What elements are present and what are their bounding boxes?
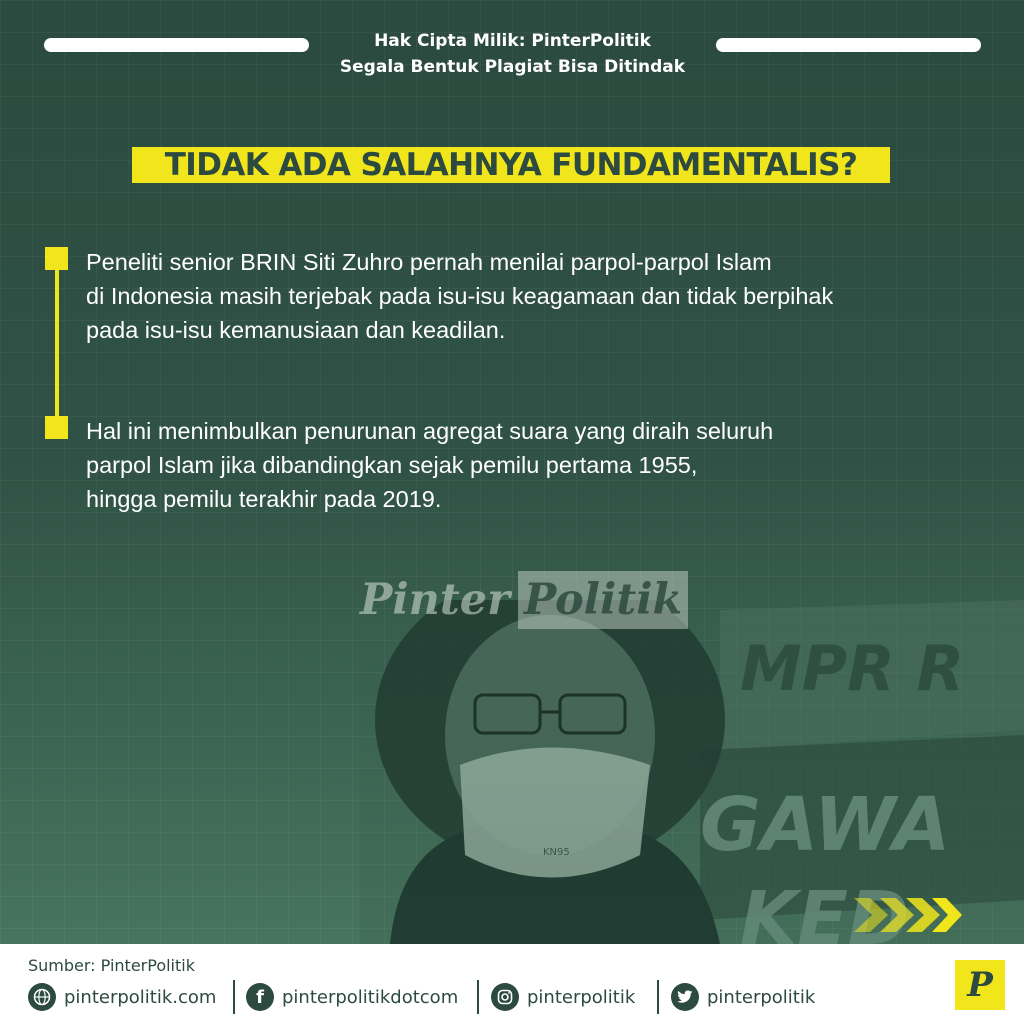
globe-icon (28, 983, 56, 1011)
point-2-line-2: parpol Islam jika dibandingkan sejak pemilu pertama 1955, (86, 452, 698, 478)
website-text: pinterpolitik.com (64, 986, 217, 1008)
footer-separator-2 (477, 980, 479, 1014)
point-2-line-1: Hal ini menimbulkan penurunan agregat suara yang diraih seluruh (86, 418, 774, 444)
copyright-line-2: Segala Bentuk Plagiat Bisa Ditindak (339, 57, 686, 77)
instagram-link[interactable] (491, 982, 635, 1012)
bullet-marker-2 (45, 416, 68, 439)
website-link[interactable] (28, 982, 216, 1012)
point-2-line-3: hingga pemilu terakhir pada 2019. (86, 486, 442, 512)
watermark-part-2: Politik (518, 571, 689, 629)
instagram-icon (491, 983, 519, 1011)
point-1-line-1: Peneliti senior BRIN Siti Zuhro pernah menilai parpol-parpol Islam (86, 249, 772, 275)
background-photo (360, 600, 1024, 944)
page-title: TIDAK ADA SALAHNYA FUNDAMENTALIS? (164, 147, 858, 183)
header-bar-left (44, 38, 309, 52)
watermark-part-1: Pinter (360, 575, 510, 625)
chevron-arrows-icon (852, 896, 964, 934)
footer-separator-3 (657, 980, 659, 1014)
point-2-text (86, 414, 986, 516)
source-label: Sumber: PinterPolitik (28, 956, 195, 975)
footer-separator-1 (233, 980, 235, 1014)
timeline-line (55, 255, 59, 430)
twitter-link[interactable] (671, 982, 815, 1012)
twitter-icon (671, 983, 699, 1011)
pinterpolitik-watermark (360, 571, 688, 629)
facebook-icon: f (246, 983, 274, 1011)
logo-letter: P (967, 965, 993, 1005)
instagram-text: pinterpolitik (527, 986, 636, 1008)
facebook-text: pinterpolitikdotcom (282, 986, 459, 1008)
point-1-text (86, 245, 986, 347)
copyright-line-1: Hak Cipta Milik: PinterPolitik (374, 31, 651, 51)
header-bar-right (716, 38, 981, 52)
facebook-link[interactable] (246, 982, 458, 1012)
bullet-marker-1 (45, 247, 68, 270)
copyright-notice (309, 28, 716, 80)
point-1-line-3: pada isu-isu kemanusiaan dan keadilan. (86, 317, 506, 343)
pinterpolitik-logo (955, 960, 1005, 1010)
twitter-text: pinterpolitik (707, 986, 816, 1008)
point-1-line-2: di Indonesia masih terjebak pada isu-isu keagamaan dan tidak berpihak (86, 283, 834, 309)
